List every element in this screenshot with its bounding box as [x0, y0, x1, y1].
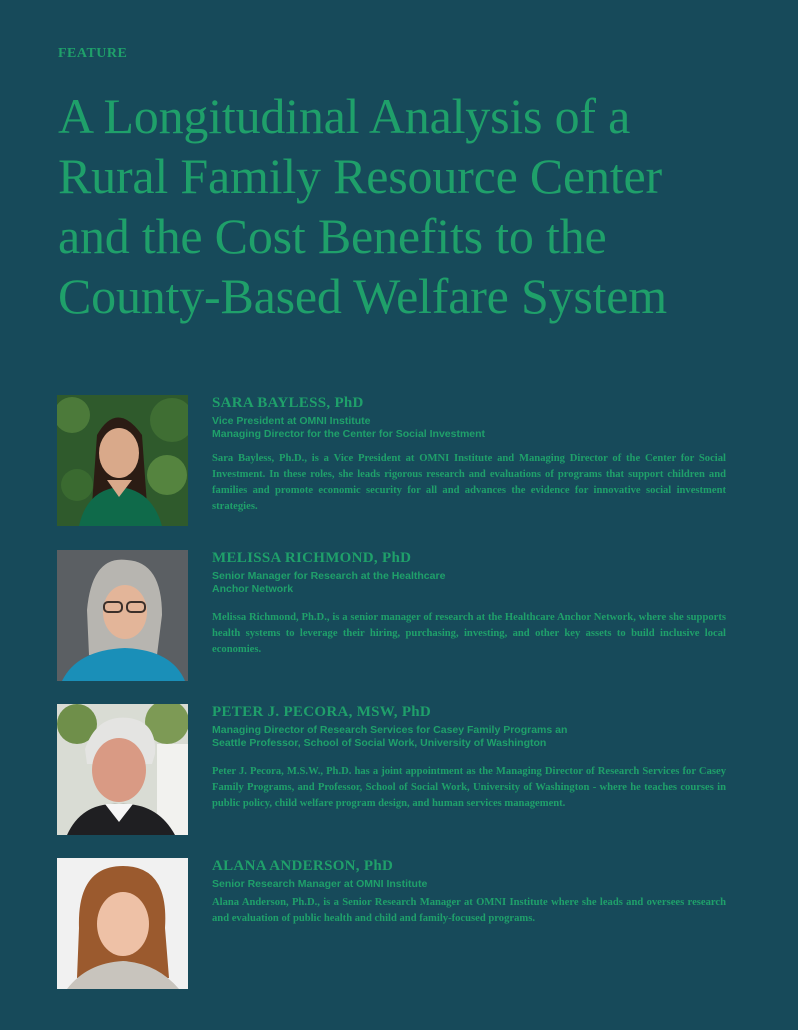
- author-card-sara-bayless: [57, 395, 737, 527]
- section-kicker: FEATURE: [58, 46, 128, 61]
- author-info: [212, 550, 726, 658]
- author-photo: [57, 550, 188, 681]
- author-name: ALANA ANDERSON, PhD: [212, 858, 394, 874]
- author-bio: Alana Anderson, Ph.D., is a Senior Research Manager at OMNI Institute where she leads and oversees research and evaluation of public health and child and family-focused programs.: [212, 897, 726, 924]
- title-line: Rural Family Resource Center: [58, 148, 662, 204]
- author-role: Seattle Professor, School of Social Work, University of Washington: [212, 737, 547, 749]
- author-bio: Sara Bayless, Ph.D., is a Vice President at OMNI Institute and Managing Director of the Center for Social Investment. In these roles, she leads rigorous research and evaluations of programs that support children and families and promote economic security for all and advances the evidence for innovative social investment strategies.: [212, 453, 726, 512]
- author-name: PETER J. PECORA, MSW, PhD: [212, 704, 432, 720]
- portrait-image: [57, 704, 188, 835]
- author-info: [212, 704, 726, 812]
- author-card-melissa-richmond: [57, 550, 737, 682]
- portrait-image: [57, 858, 188, 989]
- author-photo: [57, 704, 188, 835]
- author-info: [212, 858, 726, 927]
- author-role: Vice President at OMNI Institute: [212, 415, 371, 427]
- author-bio: Peter J. Pecora, M.S.W., Ph.D. has a joint appointment as the Managing Director of Research Services for Casey Family Programs, and Professor, School of Social Work, University of Washington - where he teaches courses in public policy, child welfare program design, and human services management.: [212, 766, 726, 809]
- title-line: A Longitudinal Analysis of a: [58, 88, 631, 144]
- author-card-peter-pecora: [57, 704, 737, 836]
- author-bio: Melissa Richmond, Ph.D., is a senior manager of research at the Healthcare Anchor Network, where she supports health systems to leverage their hiring, purchasing, investing, and other key assets to build inclusive local economies.: [212, 612, 726, 655]
- author-role: Senior Manager for Research at the Healthcare: [212, 570, 446, 582]
- author-name: SARA BAYLESS, PhD: [212, 395, 364, 411]
- author-role: Senior Research Manager at OMNI Institute: [212, 878, 428, 890]
- title-line: and the Cost Benefits to the: [58, 208, 607, 264]
- author-role: Anchor Network: [212, 583, 294, 595]
- author-card-alana-anderson: [57, 858, 737, 990]
- author-role: Managing Director of Research Services for Casey Family Programs an: [212, 724, 568, 736]
- author-info: [212, 395, 726, 515]
- article-title: [58, 86, 758, 326]
- author-photo: [57, 858, 188, 989]
- author-role: Managing Director for the Center for Social Investment: [212, 428, 486, 440]
- author-name: MELISSA RICHMOND, PhD: [212, 550, 412, 566]
- portrait-image: [57, 550, 188, 681]
- title-line: County-Based Welfare System: [58, 268, 667, 324]
- author-photo: [57, 395, 188, 526]
- portrait-image: [57, 395, 188, 526]
